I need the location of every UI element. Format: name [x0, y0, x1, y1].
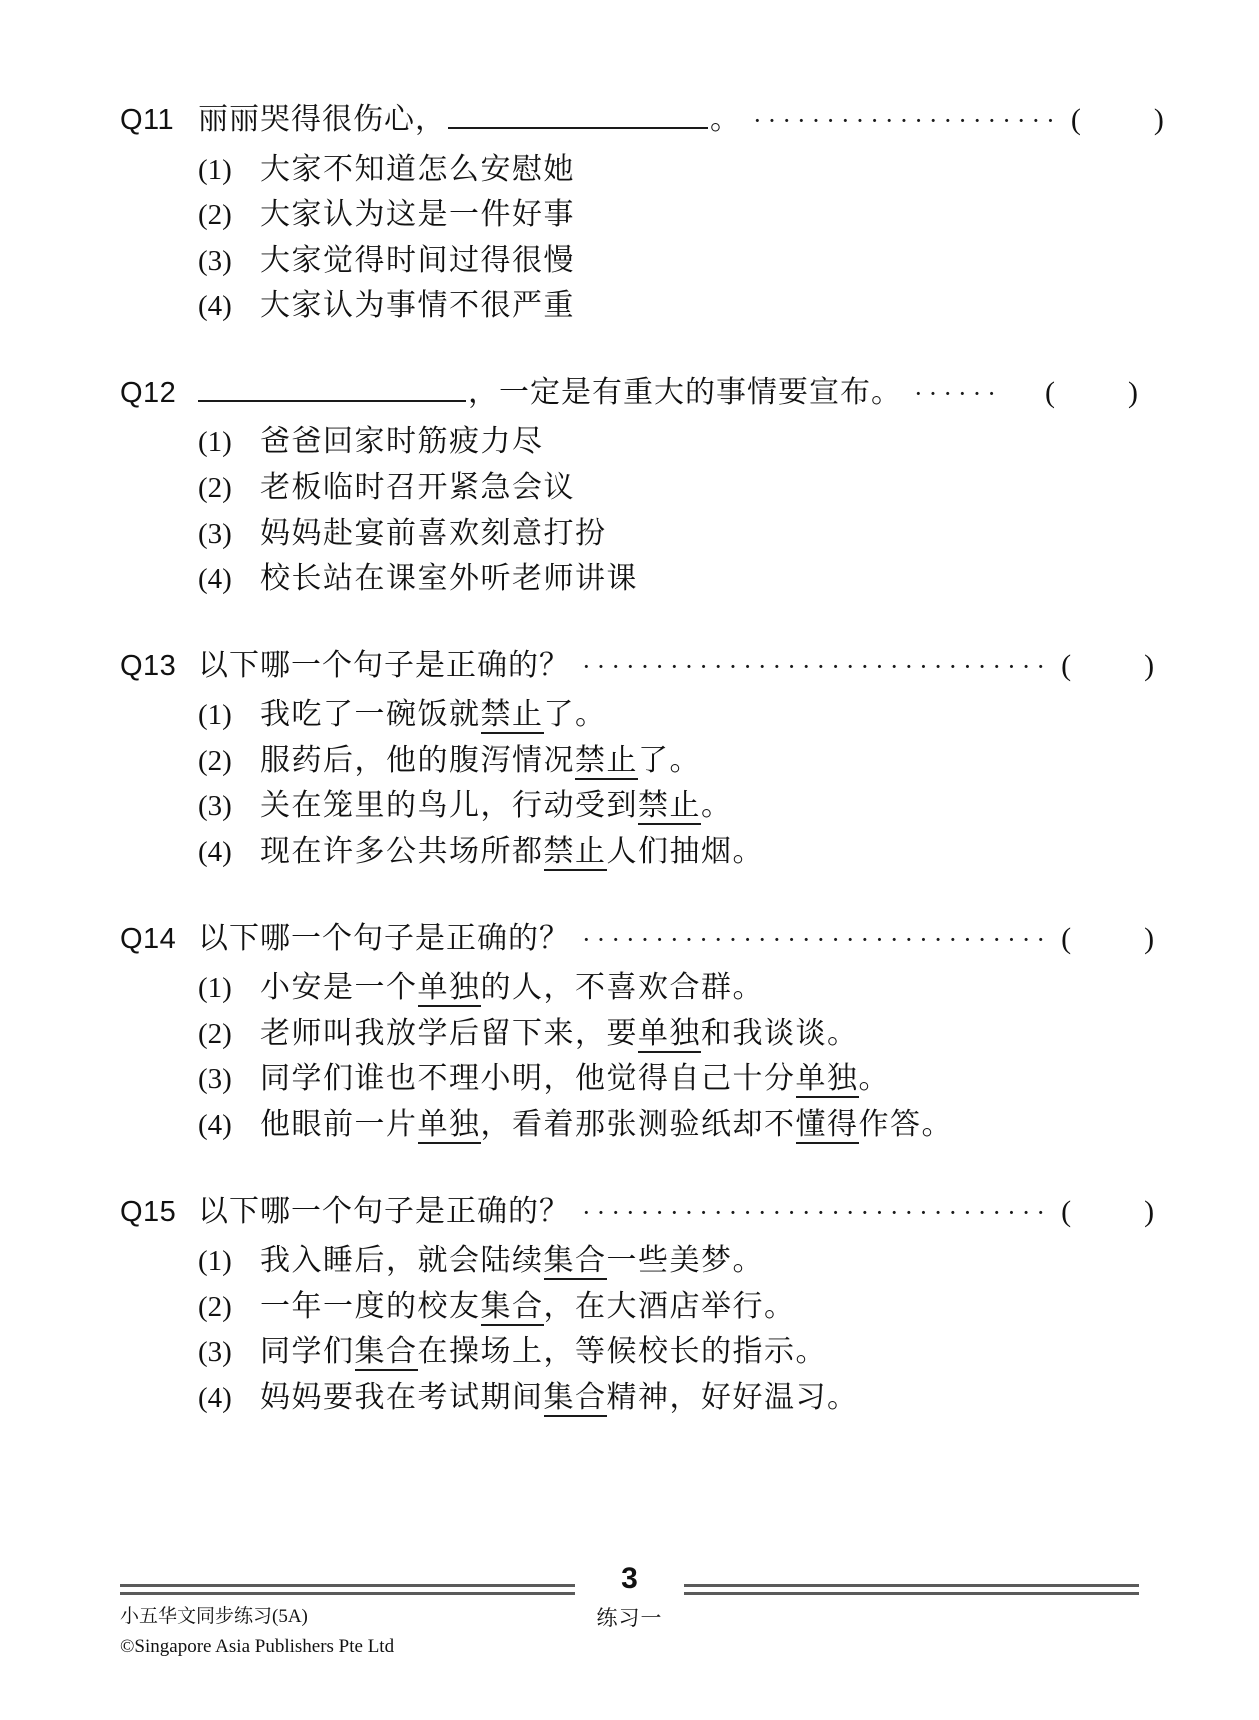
divider-line — [684, 1592, 1139, 1595]
option-row[interactable] — [120, 1056, 1139, 1102]
option-number: (1) — [198, 699, 232, 732]
divider-line — [684, 1584, 1139, 1587]
option-number: (3) — [198, 790, 232, 823]
answer-parentheses[interactable]: ( ) — [1061, 921, 1156, 955]
options-list — [120, 419, 1139, 601]
question-block — [120, 1192, 1156, 1421]
answer-parentheses[interactable]: ( ) — [1070, 103, 1165, 136]
option-text: 校长站在课室外听老师讲课 — [260, 562, 638, 596]
option-text: 妈妈要我在考试期间集合精神，好好温习。 — [260, 1375, 859, 1421]
question-stem — [198, 646, 1155, 687]
option-text: 妈妈赴宴前喜欢刻意打扮 — [260, 516, 607, 550]
leader-dots: ································ — [582, 1197, 1052, 1227]
option-number: (4) — [198, 1108, 232, 1141]
question-label: Q15 — [120, 1195, 177, 1228]
option-text: 同学们谁也不理小明，他觉得自己十分单独。 — [260, 1056, 890, 1102]
question-stem-row — [120, 1192, 1156, 1233]
option-row[interactable] — [120, 419, 1139, 465]
stem-text-after: 。 — [710, 103, 741, 136]
option-row[interactable] — [120, 783, 1139, 829]
option-row[interactable] — [120, 147, 1139, 193]
option-row[interactable] — [120, 238, 1139, 284]
footer-publisher — [120, 1602, 394, 1663]
question-stem — [198, 373, 1139, 414]
option-number: (1) — [198, 1245, 232, 1277]
footer-copyright: ©Singapore Asia Publishers Pte Ltd — [120, 1636, 395, 1658]
divider-line — [120, 1584, 575, 1587]
question-stem-row — [120, 646, 1156, 687]
option-number: (1) — [198, 972, 232, 1005]
option-number: (3) — [198, 517, 232, 550]
question-block — [120, 919, 1156, 1148]
answer-parentheses[interactable]: ( ) — [1061, 1194, 1156, 1228]
option-row[interactable] — [120, 556, 1139, 602]
option-row[interactable] — [120, 1329, 1139, 1375]
stem-text-before: 丽丽哭得很伤心， — [198, 103, 446, 136]
options-list — [120, 1238, 1139, 1420]
option-text: 我入睡后，就会陆续集合一些美梦。 — [260, 1238, 764, 1284]
option-number: (4) — [198, 836, 232, 869]
option-number: (2) — [198, 199, 232, 232]
option-row[interactable] — [120, 511, 1139, 557]
option-text: 老师叫我放学后留下来，要单独和我谈谈。 — [260, 1011, 859, 1057]
option-row[interactable] — [120, 192, 1139, 238]
option-number: (2) — [198, 1017, 232, 1050]
stem-text-before: 以下哪一个句子是正确的？ — [198, 921, 570, 955]
option-text: 一年一度的校友集合，在大酒店举行。 — [260, 1284, 796, 1330]
divider-line — [120, 1592, 575, 1595]
option-text: 我吃了一碗饭就禁止了。 — [260, 692, 607, 738]
option-row[interactable] — [120, 965, 1139, 1011]
option-row[interactable] — [120, 738, 1139, 784]
option-number: (3) — [198, 1063, 232, 1096]
stem-text-after: ，一定是有重大的事情要宣布。 — [468, 375, 902, 409]
option-row[interactable] — [120, 1102, 1139, 1148]
option-text: 关在笼里的鸟儿，行动受到禁止。 — [260, 783, 733, 829]
options-list — [120, 147, 1139, 329]
options-list — [120, 965, 1139, 1147]
option-number: (4) — [198, 1381, 232, 1414]
option-text: 爸爸回家时筋疲力尽 — [260, 425, 544, 459]
leader-dots: ································ — [582, 924, 1052, 954]
option-row[interactable] — [120, 283, 1139, 329]
question-stem-row — [120, 373, 1139, 414]
option-row[interactable] — [120, 1011, 1139, 1057]
option-row[interactable] — [120, 465, 1139, 511]
option-text: 小安是一个单独的人，不喜欢合群。 — [260, 965, 764, 1011]
option-text: 服药后，他的腹泻情况禁止了。 — [260, 738, 701, 784]
stem-text-before: 以下哪一个句子是正确的？ — [198, 648, 570, 682]
option-row[interactable] — [120, 1375, 1139, 1421]
option-text: 大家不知道怎么安慰她 — [260, 152, 575, 186]
option-text: 大家认为这是一件好事 — [260, 198, 575, 232]
option-number: (4) — [198, 290, 232, 323]
question-block — [120, 646, 1156, 875]
option-text: 老板临时召开紧急会议 — [260, 470, 575, 504]
option-text: 同学们集合在操场上，等候校长的指示。 — [260, 1329, 827, 1375]
footer-exercise-label: 练习一 — [596, 1606, 663, 1630]
leader-dots: ······ — [914, 378, 1002, 408]
question-label: Q11 — [120, 104, 175, 136]
answer-parentheses[interactable]: ( ) — [1061, 648, 1156, 682]
question-block — [120, 373, 1139, 602]
footer-book-title: 小五华文同步练习(5A) — [120, 1606, 308, 1627]
leader-dots: ································ — [582, 651, 1052, 681]
options-list — [120, 692, 1139, 874]
question-block — [120, 100, 1165, 329]
option-row[interactable] — [120, 829, 1139, 875]
option-number: (4) — [198, 563, 232, 596]
option-text: 现在许多公共场所都禁止人们抽烟。 — [260, 829, 764, 875]
question-label: Q12 — [120, 376, 177, 409]
page-number: 3 — [621, 1562, 638, 1595]
question-stem — [198, 1192, 1155, 1233]
option-text: 大家觉得时间过得很慢 — [260, 243, 575, 277]
footer-divider — [120, 1562, 1139, 1596]
option-number: (2) — [198, 1290, 232, 1323]
question-stem — [198, 919, 1155, 960]
option-text: 他眼前一片单独，看着那张测验纸却不懂得作答。 — [260, 1102, 953, 1148]
option-number: (2) — [198, 744, 232, 777]
answer-parentheses[interactable]: ( ) — [1045, 375, 1139, 409]
answer-blank[interactable] — [198, 374, 466, 402]
option-row[interactable] — [120, 692, 1139, 738]
option-number: (1) — [198, 426, 232, 459]
stem-text-before: 以下哪一个句子是正确的？ — [198, 1194, 570, 1228]
leader-dots: ····················· — [753, 106, 1061, 135]
question-label: Q14 — [120, 922, 177, 955]
question-label: Q13 — [120, 649, 177, 682]
option-number: (1) — [198, 153, 232, 186]
answer-blank[interactable] — [448, 101, 708, 129]
question-stem — [198, 100, 1165, 141]
option-number: (3) — [198, 1336, 232, 1369]
option-row[interactable] — [120, 1284, 1139, 1330]
option-row[interactable] — [120, 1238, 1139, 1284]
question-stem-row — [120, 919, 1156, 960]
option-number: (2) — [198, 471, 232, 504]
page-footer — [120, 1562, 1139, 1668]
option-number: (3) — [198, 244, 232, 277]
option-text: 大家认为事情不很严重 — [260, 289, 575, 323]
question-stem-row — [120, 100, 1165, 141]
